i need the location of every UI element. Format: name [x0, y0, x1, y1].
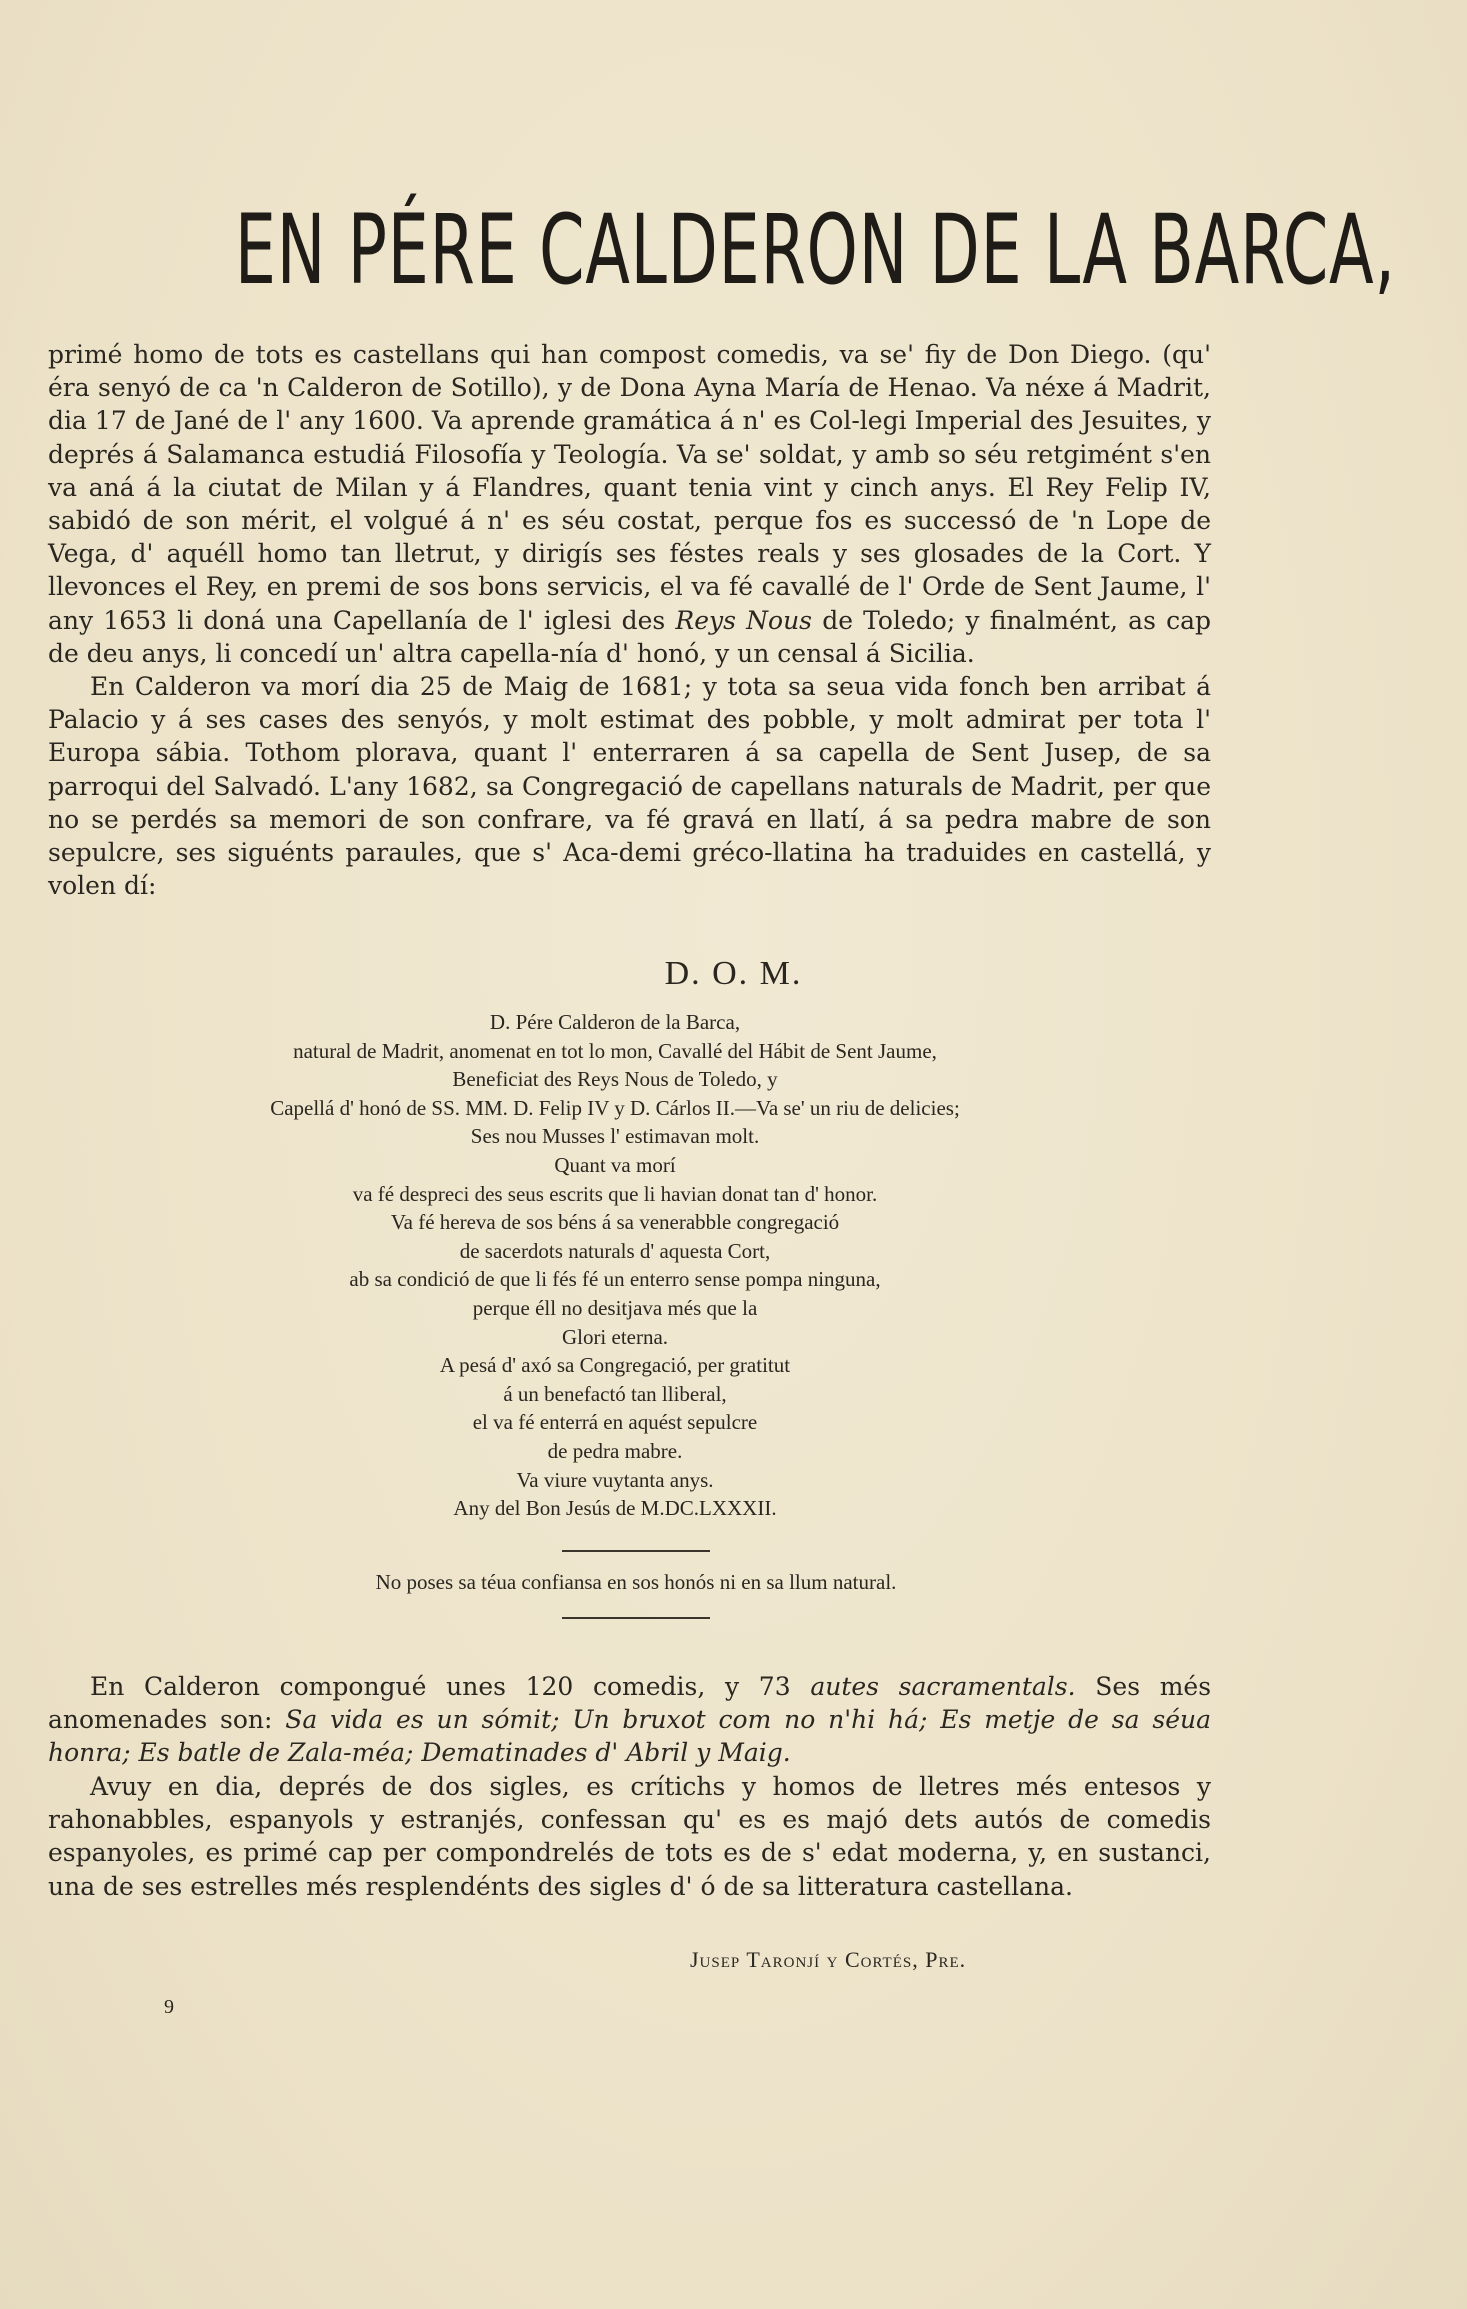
inscription-heading: D. O. M. [664, 955, 803, 992]
inscription-line: Va viure vuytanta anys. [516, 1467, 714, 1492]
paragraph-biography [48, 338, 1211, 670]
page-number: 9 [164, 1996, 174, 2018]
inscription-line: á un benefactó tan lliberal, [503, 1381, 727, 1406]
italic-reys-nous: Reys Nous [675, 605, 813, 635]
divider-rule-top [562, 1550, 710, 1552]
paragraph-works-text-2: Ses més anomenades son: [48, 1672, 1212, 1735]
inscription-line: Quant va morí [554, 1152, 676, 1177]
inscription-line: el va fé enterrá en aquést sepulcre [472, 1410, 758, 1435]
inscription-line: Ses nou Musses l' estimavan molt. [470, 1124, 760, 1149]
italic-autes: autes sacramentals. [810, 1672, 1076, 1701]
paragraph-death-text: En Calderon va morí dia 25 de Maig de 1681; y tota sa seua vida fonch ben arribat á Palacio y á ses cases des senyós, y molt estimat des pobble, y molt admirat per tota l' Europa sábia. Tothom plorava, quant l' enterraren á sa capella de Sent Jusep, de sa parroqui del Salvadó. L'any 1682, sa Congregació de capellans naturals de Madrit, per que no se perdés sa memori de son confrare, va fé gravá en llatí, á sa pedra mabre de son sepulcre, ses siguénts paraules, que s' Aca-demi gréco-llatina ha traduides en castellá, y volen dí: [48, 672, 1211, 901]
inscription-block [0, 1008, 1230, 1523]
paragraph-biography-text: primé homo de tots es castellans qui han compost comedis, va se' fiy de Don Diego. (qu' éra senyó de ca 'n Calderon de Sotillo), y de Dona Ayna María de Henao. Va néxe á Madrit, dia 17 de Jané de l' any 1600. Va aprende gramática á n' es Col-legi Imperial des Jesuites, y deprés á Salamanca estudiá Filosofía y Teología. Va se' soldat, y amb so séu retgimént s'en va aná á la ciutat de Milan y á Flandres, quant tenia vint y cinch anys. El Rey Felip IV, sabidó de son mérit, el volgué á n' es séu costat, perque fos es successó de 'n Lope de Vega, d' aquéll homo tan lletrut, y dirigís ses féstes reals y ses glosades de la Cort. Y llevonces el Rey, en premi de sos bons servicis, el va fé cavallé de l' Orde de Sent Jaume, l' any 1653 li doná una Capellanía de l' iglesi des [48, 340, 1211, 635]
paragraph-legacy [48, 1770, 1211, 1903]
inscription-line: de sacerdots naturals d' aquesta Cort, [459, 1238, 771, 1263]
inscription-line: ab sa condició de que li fés fé un enterro sense pompa ninguna, [349, 1267, 881, 1292]
inscription-line: Any del Bon Jesús de M.DC.LXXXII. [453, 1496, 777, 1521]
paragraph-legacy-text: Avuy en dia, deprés de dos sigles, es crítichs y homos de lletres més entesos y rahonabbles, espanyols y estranjés, confessan qu' es es majó dets autós de comedis espanyoles, es primé cap per compondrelés de tots es de s' edat moderna, y, en sustanci, una de ses estrelles més resplendénts des sigles d' ó de sa litteratura castellana. [48, 1772, 1211, 1901]
motto: No poses sa téua confiansa en sos honós ni en sa llum natural. [375, 1570, 897, 1594]
inscription-line: Va fé hereva de sos béns á sa venerabble congregació [390, 1210, 840, 1235]
paragraph-biography-end: de Toledo; y finalmént, as cap de deu anys, li concedí un' altra capella-nía d' honó, y un censal á Sicilia. [48, 605, 1212, 668]
paragraph-works-text: En Calderon compongué unes 120 comedis, y 73 [90, 1672, 791, 1701]
inscription-line: de pedra mabre. [547, 1438, 683, 1463]
inscription-line: va fé despreci des seus escrits que li havian donat tan d' honor. [352, 1181, 878, 1206]
inscription-line: D. Pére Calderon de la Barca, [489, 1010, 741, 1034]
italic-titles: Sa vida es un sómit; Un bruxot com no n'hi há; Es metje de sa séua honra; Es batle de Zala-méa; Dematinades d' Abril y Maig. [48, 1705, 1211, 1768]
inscription-line: A pesá d' axó sa Congregació, per gratitut [439, 1353, 791, 1378]
paragraph-death [48, 670, 1211, 902]
page-title: EN PÉRE CALDERON DE LA BARCA, [234, 194, 1396, 306]
divider-rule-bottom [562, 1617, 710, 1619]
inscription-line: Capellá d' honó de SS. MM. D. Felip IV y D. Cárlos II.—Va se' un riu de delicies; [270, 1095, 960, 1120]
author-signature: Jusep Taronjí y Cortés, Pre. [690, 1947, 967, 1972]
inscription-line: Beneficiat des Reys Nous de Toledo, y [452, 1067, 778, 1092]
inscription-line: natural de Madrit, anomenat en tot lo mon, Cavallé del Hábit de Sent Jaume, [293, 1038, 937, 1063]
inscription-line: perque éll no desitjava més que la [472, 1295, 758, 1320]
paragraph-works [48, 1670, 1211, 1770]
inscription-line: Glori eterna. [561, 1324, 669, 1349]
